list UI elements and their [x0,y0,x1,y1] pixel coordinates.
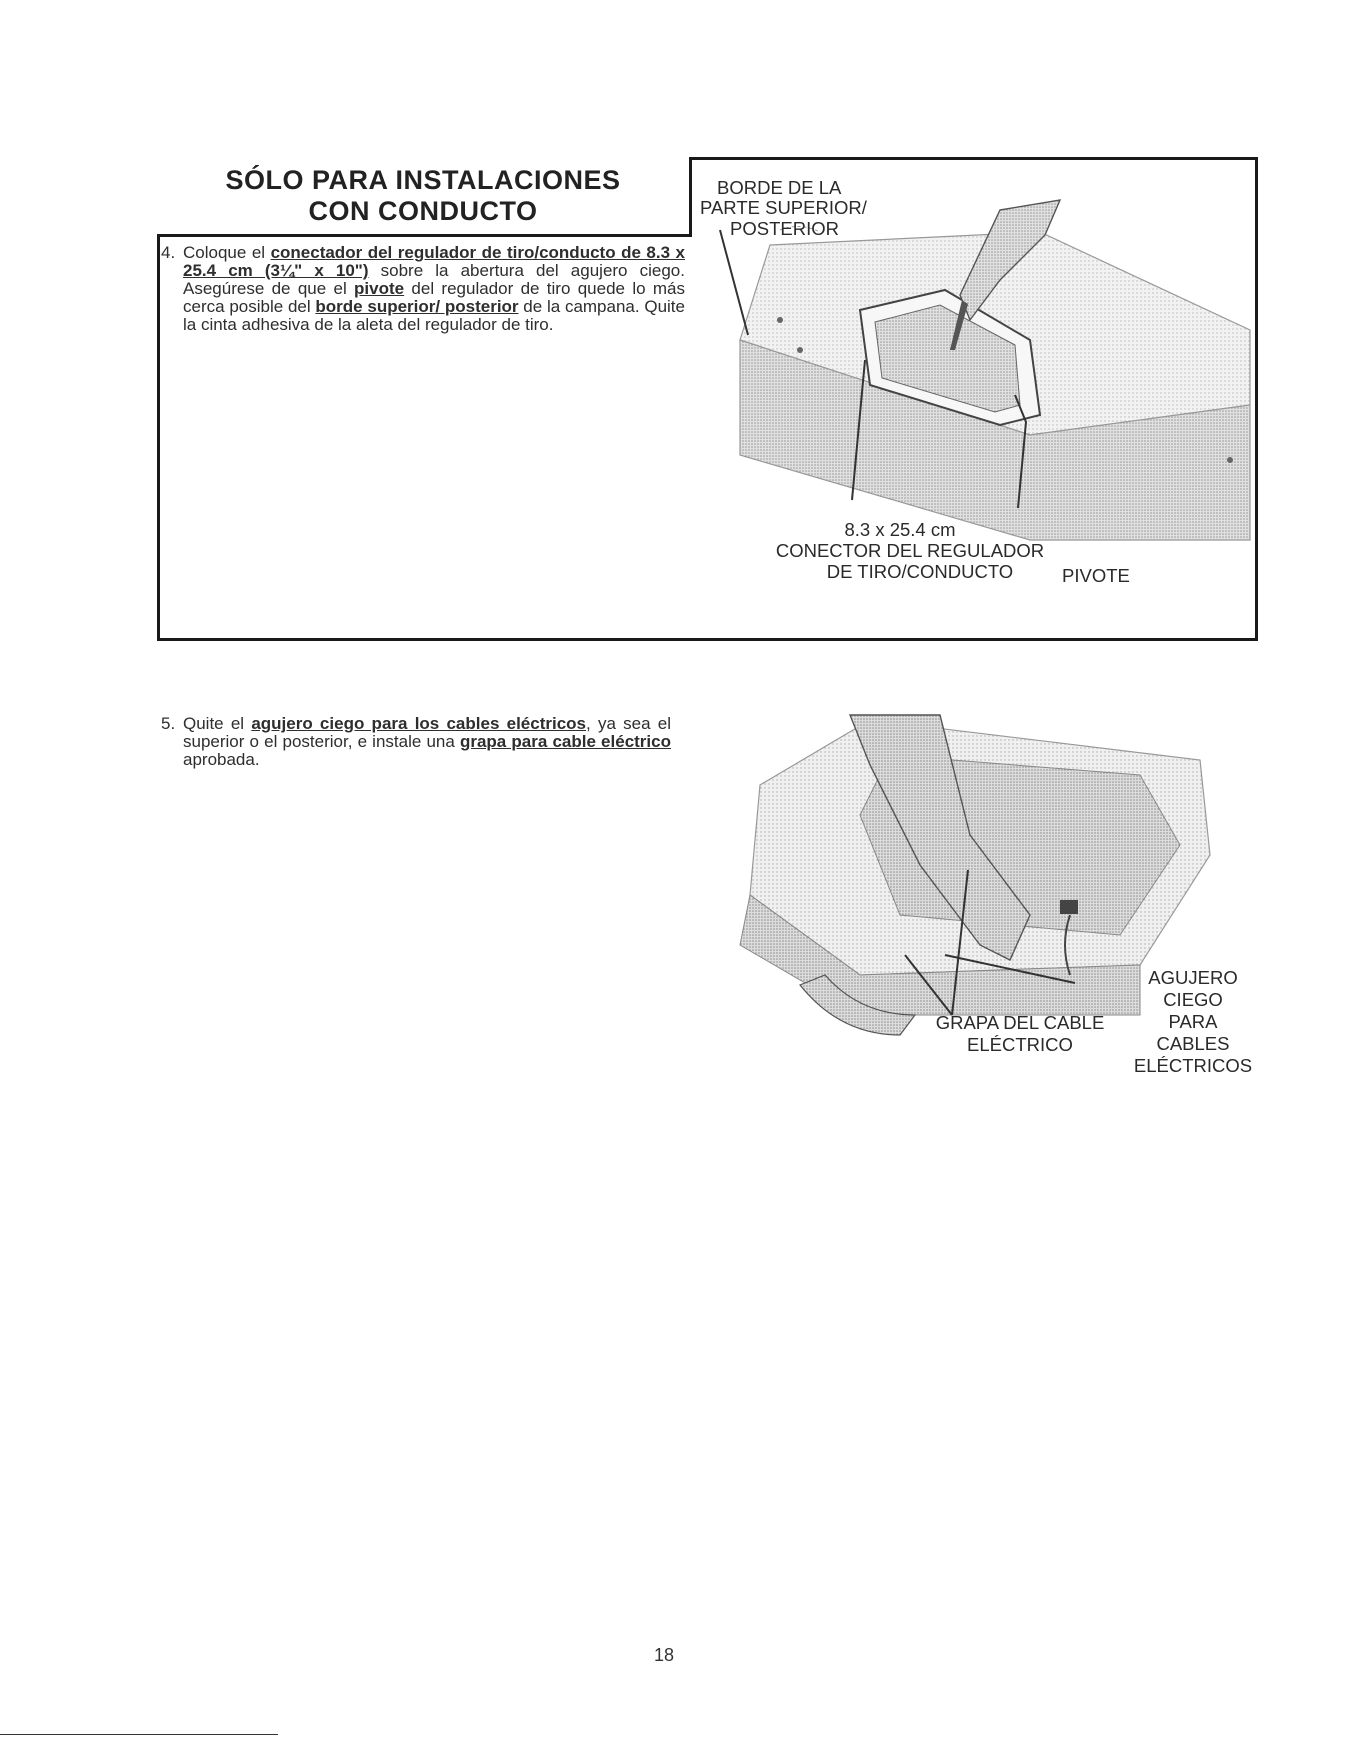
pivot-label: PIVOTE [1062,565,1130,586]
damper-connector-term: conectador del regulador de tiro/conducto de 8.3 x 25.4 cm (3¼" x 10") [183,243,685,280]
section-header [157,157,692,237]
top-rear-edge-term: borde superior/ posterior [315,297,519,316]
step5-text: , ya sea el superior o el posterior, e instale una [183,714,671,751]
knockout-label-line4: CABLES [1156,1033,1230,1054]
connector-label-line2: DE TIRO/CONDUCTO [826,561,1014,582]
step4-text: sobre la abertura del agujero ciego. Asegúrese de que el [183,261,685,298]
knockout-label-line1: AGUJERO [1148,967,1238,988]
connector-label-line1: CONECTOR DEL REGULADOR [775,540,1045,561]
knockout-term: agujero ciego para los cables eléctricos [251,714,586,733]
step4-number: 4. [161,243,176,262]
edge-label-line3: POSTERIOR [730,218,839,239]
footer-rule [0,1734,278,1735]
clamp-label-line2: ELÉCTRICO [967,1034,1073,1055]
step4-paragraph [161,243,685,334]
step4-text: del regulador de tiro quede lo más cerca posible del [183,279,685,316]
size-label: 8.3 x 25.4 cm [844,519,956,540]
page-number: 18 [654,1645,675,1665]
step4-text: de la campana. Quite la cinta adhesiva de la aleta del regulador de tiro. [183,297,685,334]
step4-text: Coloque el [183,243,271,262]
knockout-label-line5: ELÉCTRICOS [1133,1055,1253,1076]
edge-label-line2: PARTE SUPERIOR/ [700,197,867,218]
clamp-label-line1: GRAPA DEL CABLE [935,1012,1105,1033]
cable-clamp-part [1060,900,1078,914]
knockout-label-line2: CIEGO [1163,989,1223,1010]
section-title-line2: CON CONDUCTO [308,195,538,226]
edge-label-line1: BORDE DE LA [717,177,842,198]
step5-number: 5. [161,714,176,733]
step5-text: Quite el [183,714,252,733]
pivot-term: pivote [354,279,405,298]
step5-paragraph [161,714,671,769]
cable-clamp-term: grapa para cable eléctrico [459,732,671,751]
edge-leader-line [720,230,748,335]
knockout-label-line3: PARA [1168,1011,1218,1032]
section-title-line1: SÓLO PARA INSTALACIONES [225,164,621,195]
step5-text: aprobada. [183,750,260,769]
